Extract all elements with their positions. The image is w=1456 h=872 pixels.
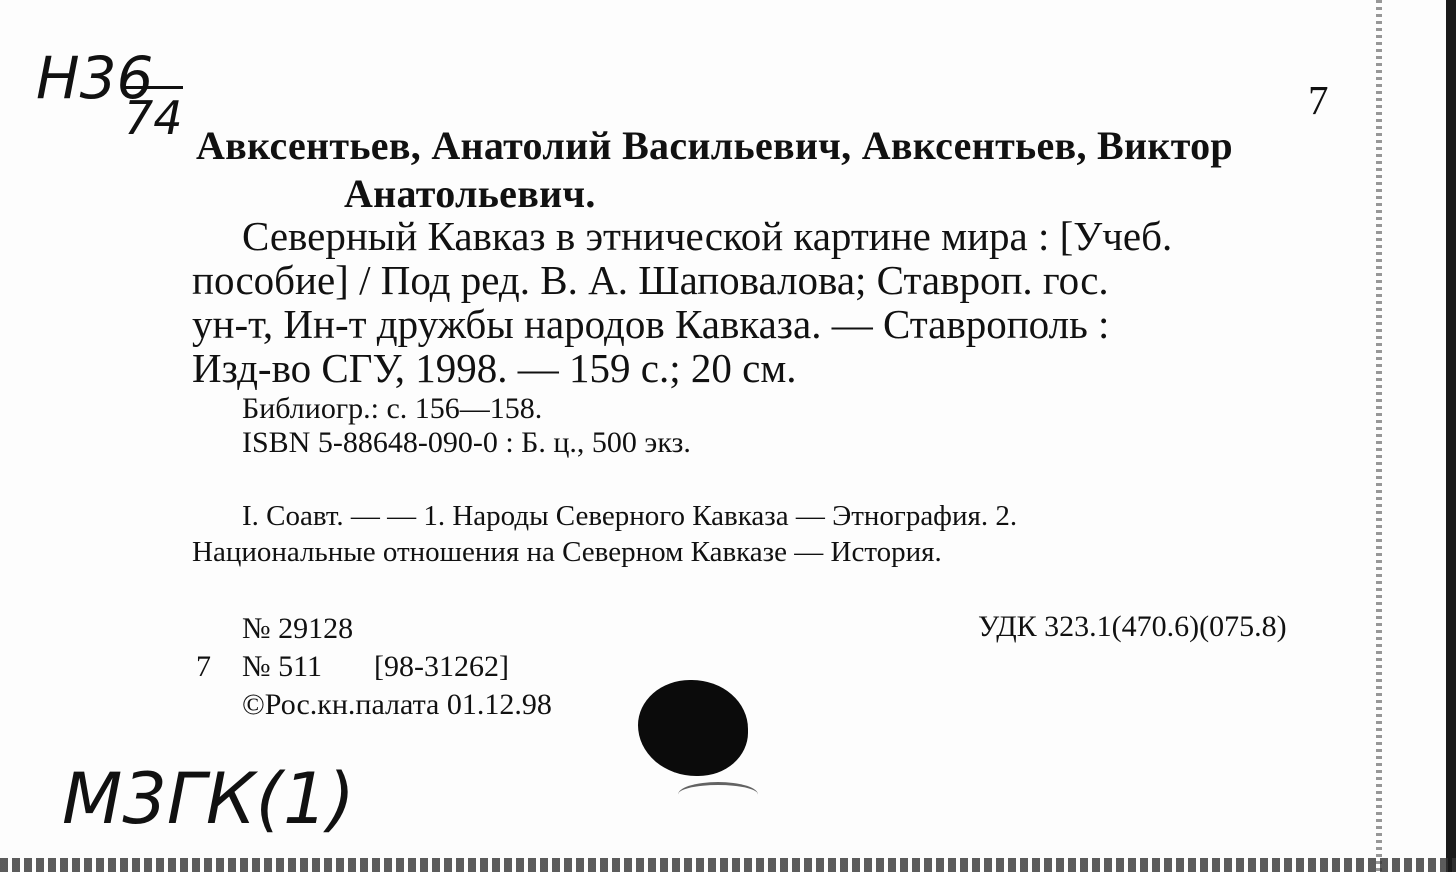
- card-edge-dashed: [1376, 0, 1382, 872]
- card-number: 7: [1308, 77, 1329, 123]
- subject-line-2: Национальные отношения на Северном Кавказе — История.: [192, 536, 942, 568]
- ink-smudge: [678, 782, 758, 807]
- description-line-4: Изд-во СГУ, 1998. — 159 с.; 20 см.: [192, 345, 797, 391]
- bibliography-note: Библиогр.: с. 156—158.: [242, 392, 543, 425]
- description-line-2: пособие] / Под ред. В. А. Шаповалова; Ставроп. гос.: [192, 257, 1109, 303]
- card-edge-bottom: [0, 858, 1456, 872]
- registration-code: [98-31262]: [374, 650, 509, 683]
- subject-line-1: I. Соавт. — — 1. Народы Северного Кавказа — Этнография. 2.: [242, 500, 1018, 532]
- card-edge-dark: [1446, 0, 1456, 872]
- isbn-note: ISBN 5-88648-090-0 : Б. ц., 500 экз.: [242, 426, 691, 459]
- description-line-3: ун-т, Ин-т дружбы народов Кавказа. — Ставрополь :: [192, 301, 1110, 347]
- author-heading-line1: [196, 122, 1336, 169]
- copyright-line: ©Рос.кн.палата 01.12.98: [242, 688, 552, 721]
- handwritten-shelfmark-top: Н36: [36, 44, 154, 112]
- author-heading-line2: Анатольевич.: [344, 171, 596, 216]
- record-number-2: № 511: [242, 650, 323, 683]
- author-heading-text: Авксентьев, Анатолий Васильевич, Авксентьев, Виктор: [196, 123, 1233, 168]
- description-line-1: Северный Кавказ в этнической картине мира : [Учеб.: [242, 213, 1173, 259]
- record-number: № 29128: [242, 612, 354, 645]
- handwritten-shelfmark-fraction: 74: [124, 86, 183, 145]
- udc-code: УДК 323.1(470.6)(075.8): [978, 610, 1287, 643]
- footer-prefix: 7: [196, 650, 211, 683]
- ink-blot: [638, 680, 748, 776]
- handwritten-shelfmark-bottom: М3ГК(1): [62, 758, 355, 840]
